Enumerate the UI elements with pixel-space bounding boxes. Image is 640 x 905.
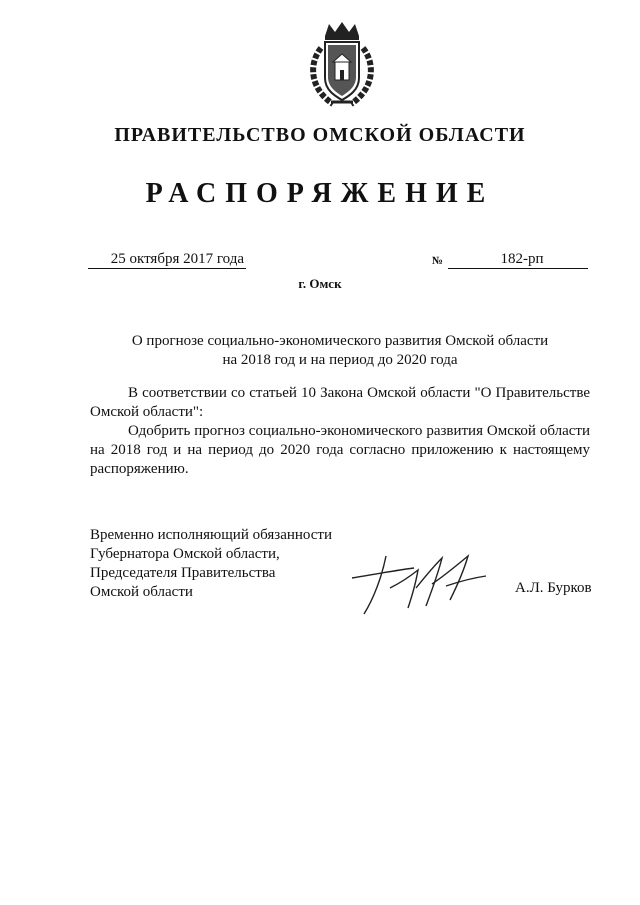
document-number: 182-рп [448,250,588,269]
number-label: № [432,255,444,267]
signatory-line-4: Омской области [90,584,193,600]
signatory-position [90,526,350,602]
document-date: 25 октября 2017 года [88,250,246,269]
signer-name: А.Л. Бурков [515,580,592,596]
organization-title: ПРАВИТЕЛЬСТВО ОМСКОЙ ОБЛАСТИ [114,124,526,146]
subject-line-2: на 2018 год и на период до 2020 года [222,352,458,368]
signatory-line-2: Губернатора Омской области, [90,546,280,562]
document-subject [60,332,620,370]
signatory-line-1: Временно исполняющий обязанности [90,527,333,543]
document-type-heading: РАСПОРЯЖЕНИЕ [145,178,495,209]
signatory-line-3: Председателя Правительства [90,565,276,581]
document-city: г. Омск [298,276,342,291]
coat-of-arms-icon [301,18,383,108]
body-paragraph-2: Одобрить прогноз социально-экономического развития Омской области на 2018 год и на период до 2020 года согласно приложению к настоящему распоряжению. [90,423,590,477]
subject-line-1: О прогнозе социально-экономического развития Омской области [131,333,549,349]
document-body [90,384,590,479]
handwritten-signature-icon [346,548,496,618]
body-paragraph-1: В соответствии со статьей 10 Закона Омской области "О Правительстве Омской области": [90,385,590,420]
